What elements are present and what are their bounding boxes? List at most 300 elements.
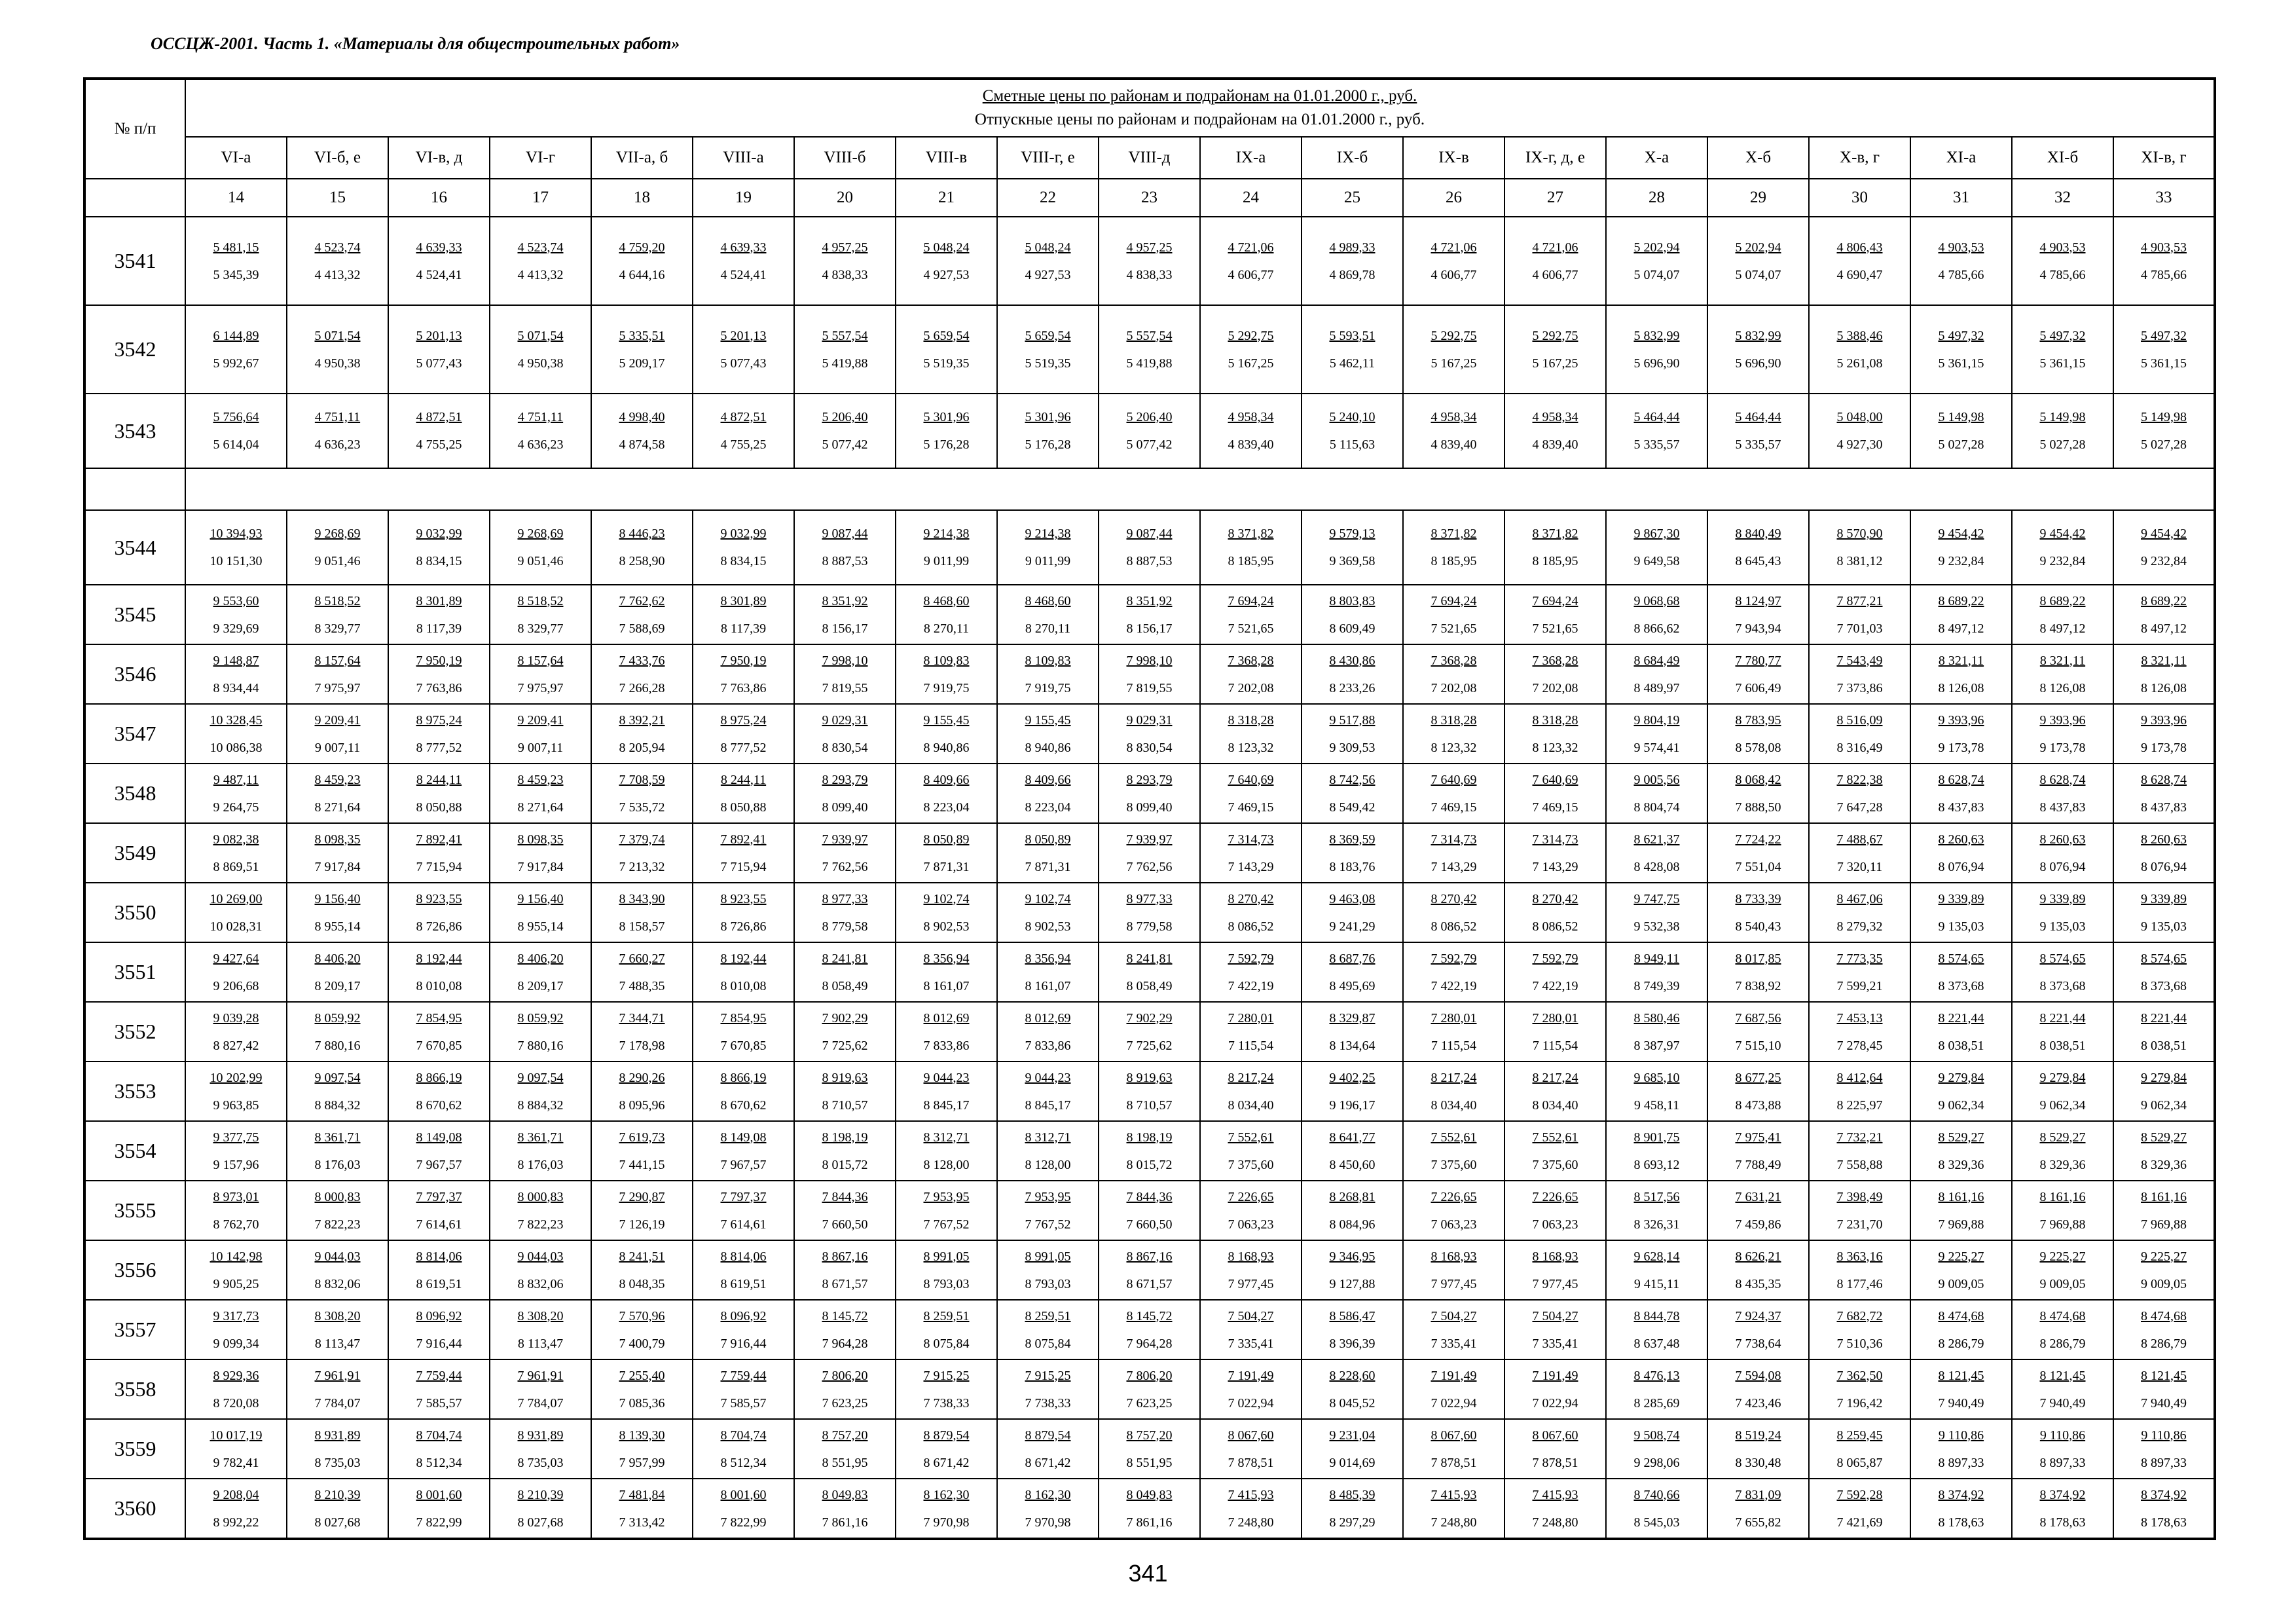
- price-cell: [287, 1479, 388, 1539]
- estimate-price: 5 202,94: [1633, 240, 1680, 255]
- estimate-price: 8 228,60: [1329, 1368, 1376, 1383]
- release-price: 7 833,86: [923, 1038, 970, 1053]
- district-header: IX-б: [1302, 137, 1403, 179]
- release-price: 8 185,95: [1430, 554, 1477, 568]
- estimate-price: 9 454,42: [1938, 526, 1984, 541]
- release-price: 8 437,83: [2039, 800, 2086, 815]
- price-cell: [997, 883, 1099, 942]
- estimate-price: 7 953,95: [923, 1189, 970, 1204]
- price-cell: [1910, 1240, 2012, 1300]
- estimate-price: 7 552,61: [1228, 1130, 1274, 1145]
- estimate-price: 7 975,41: [1735, 1130, 1781, 1145]
- column-number: 24: [1200, 179, 1302, 217]
- price-cell: [1707, 1479, 1809, 1539]
- price-cell: [693, 883, 794, 942]
- release-price: 8 095,96: [619, 1098, 665, 1113]
- release-price: 9 157,96: [213, 1157, 259, 1172]
- price-cell: [1403, 1419, 1504, 1479]
- district-header: IX-в: [1403, 137, 1504, 179]
- release-price: 8 034,40: [1430, 1098, 1477, 1113]
- estimate-price: 7 415,93: [1532, 1487, 1578, 1502]
- price-cell: [185, 1121, 287, 1181]
- release-price: 7 375,60: [1228, 1157, 1274, 1172]
- estimate-price: 8 879,54: [923, 1428, 970, 1443]
- price-cell: [693, 1181, 794, 1240]
- column-number: 28: [1606, 179, 1707, 217]
- price-cell: [591, 1002, 693, 1061]
- estimate-price: 7 687,56: [1735, 1010, 1781, 1025]
- release-price-title: Отпускные цены по районам и подрайонам на 01.01.2000 г., руб.: [974, 111, 1425, 128]
- price-cell: [490, 1181, 591, 1240]
- price-cell: [1200, 1419, 1302, 1479]
- estimate-price: 7 592,79: [1532, 951, 1578, 966]
- estimate-price: 7 631,21: [1735, 1189, 1781, 1204]
- estimate-price: 7 902,29: [1126, 1010, 1173, 1025]
- release-price: 8 435,35: [1735, 1276, 1781, 1291]
- price-cell: [2113, 585, 2215, 644]
- release-price: 7 202,08: [1430, 680, 1477, 695]
- estimate-price: 4 523,74: [314, 240, 361, 255]
- price-cell: [490, 1121, 591, 1181]
- estimate-price: 4 872,51: [416, 410, 462, 424]
- estimate-price: 8 351,92: [822, 593, 868, 608]
- estimate-price: 8 301,89: [416, 593, 462, 608]
- price-cell: [1302, 823, 1403, 883]
- release-price: 8 048,35: [619, 1276, 665, 1291]
- price-cell: [997, 305, 1099, 394]
- release-price: 8 671,57: [1126, 1276, 1173, 1291]
- release-price: 7 510,36: [1836, 1336, 1883, 1351]
- release-price: 10 151,30: [210, 554, 263, 568]
- price-cell: [591, 217, 693, 305]
- release-price: 4 927,53: [923, 267, 970, 282]
- price-cell: [794, 1002, 896, 1061]
- price-cell: [1809, 1240, 1910, 1300]
- price-cell: [490, 1240, 591, 1300]
- blank-cell: [84, 468, 185, 510]
- estimate-price: 7 280,01: [1228, 1010, 1274, 1025]
- district-header: VIII-в: [896, 137, 997, 179]
- release-price: 8 396,39: [1329, 1336, 1376, 1351]
- price-cell: [997, 764, 1099, 823]
- release-price: 8 027,68: [314, 1515, 361, 1530]
- release-price: 8 834,15: [720, 554, 767, 568]
- estimate-price: 9 747,75: [1633, 891, 1680, 906]
- price-cell: [2012, 1121, 2113, 1181]
- price-cell: [1504, 1061, 1606, 1121]
- release-price: 8 126,08: [2141, 680, 2187, 695]
- price-cell: [1302, 704, 1403, 764]
- price-cell: [388, 1121, 490, 1181]
- estimate-price: 4 903,53: [2141, 240, 2187, 255]
- estimate-price: 8 198,19: [822, 1130, 868, 1145]
- estimate-price: 7 314,73: [1228, 832, 1274, 847]
- estimate-price: 8 704,74: [720, 1428, 767, 1443]
- price-cell: [1302, 1359, 1403, 1419]
- price-cell: [185, 1300, 287, 1359]
- release-price: 8 084,96: [1329, 1217, 1376, 1232]
- release-price: 9 329,69: [213, 621, 259, 636]
- price-cell: [1099, 823, 1200, 883]
- price-cell: [997, 1061, 1099, 1121]
- release-price: 9 135,03: [2039, 919, 2086, 934]
- estimate-price: 8 628,74: [2141, 772, 2187, 787]
- release-price: 8 075,84: [1025, 1336, 1071, 1351]
- release-price: 8 832,06: [517, 1276, 564, 1291]
- price-cell: [591, 704, 693, 764]
- estimate-price: 8 363,16: [1836, 1249, 1883, 1264]
- estimate-price: 7 806,20: [822, 1368, 868, 1383]
- price-cell: [896, 1419, 997, 1479]
- estimate-price: 7 191,49: [1430, 1368, 1477, 1383]
- estimate-price: 5 301,96: [923, 410, 970, 424]
- price-cell: [2113, 704, 2215, 764]
- price-cell: [1504, 704, 1606, 764]
- price-cell: [1403, 305, 1504, 394]
- estimate-price: 9 487,11: [213, 772, 259, 787]
- estimate-price: 9 082,38: [213, 832, 259, 847]
- price-cell: [1200, 1240, 1302, 1300]
- price-cell: [1403, 585, 1504, 644]
- price-cell: [591, 510, 693, 585]
- estimate-price: 5 301,96: [1025, 410, 1071, 424]
- column-number: 16: [388, 179, 490, 217]
- estimate-price: 8 157,64: [314, 653, 361, 668]
- estimate-price: 7 488,67: [1836, 832, 1883, 847]
- price-cell: [1606, 1240, 1707, 1300]
- estimate-price: 8 217,24: [1430, 1070, 1477, 1085]
- estimate-price: 10 328,45: [210, 712, 263, 728]
- estimate-price: 9 156,40: [314, 891, 361, 906]
- column-number-row: [84, 179, 2215, 217]
- price-cell: [388, 1479, 490, 1539]
- release-price: 9 007,11: [314, 740, 361, 755]
- estimate-price: 5 201,13: [416, 328, 462, 343]
- release-price: 8 671,42: [1025, 1455, 1071, 1470]
- release-price: 8 270,11: [923, 621, 970, 636]
- release-price: 7 521,65: [1532, 621, 1578, 636]
- price-cell: [2012, 764, 2113, 823]
- release-price: 7 919,75: [1025, 680, 1071, 695]
- price-cell: [997, 1240, 1099, 1300]
- estimate-price: 8 168,93: [1430, 1249, 1477, 1264]
- release-price: 8 670,62: [720, 1098, 767, 1113]
- release-price: 5 462,11: [1329, 356, 1376, 371]
- release-price: 8 316,49: [1836, 740, 1883, 755]
- price-cell: [185, 305, 287, 394]
- release-price: 8 086,52: [1430, 919, 1477, 934]
- release-price: 7 515,10: [1735, 1038, 1781, 1053]
- estimate-price: 9 393,96: [2039, 712, 2086, 728]
- estimate-price: 10 142,98: [210, 1249, 263, 1264]
- price-cell: [896, 1359, 997, 1419]
- price-title-cell: [185, 79, 2215, 137]
- estimate-price: 8 689,22: [2039, 593, 2086, 608]
- estimate-price: 5 497,32: [2141, 328, 2187, 343]
- estimate-price: 8 430,86: [1329, 653, 1376, 668]
- release-price: 4 785,66: [2141, 267, 2187, 282]
- release-price: 8 286,79: [2039, 1336, 2086, 1351]
- estimate-price: 8 783,95: [1735, 712, 1781, 728]
- estimate-price: 4 958,34: [1228, 410, 1274, 424]
- estimate-price: 8 168,93: [1532, 1249, 1578, 1264]
- price-cell: [1302, 585, 1403, 644]
- estimate-price: 7 504,27: [1228, 1308, 1274, 1323]
- release-price: 9 011,99: [1025, 554, 1071, 568]
- price-cell: [794, 510, 896, 585]
- price-cell: [1200, 305, 1302, 394]
- release-price: 7 767,52: [923, 1217, 970, 1232]
- price-cell: [1504, 510, 1606, 585]
- release-price: 9 062,34: [1938, 1098, 1984, 1113]
- release-price: 7 940,49: [2141, 1395, 2187, 1411]
- estimate-price: 9 804,19: [1633, 712, 1680, 728]
- price-cell: [1809, 510, 1910, 585]
- price-cell: [997, 1419, 1099, 1479]
- estimate-price: 8 301,89: [720, 593, 767, 608]
- price-cell: [1910, 1121, 2012, 1181]
- release-price: 7 022,94: [1228, 1395, 1274, 1411]
- estimate-price: 8 049,83: [1126, 1487, 1173, 1502]
- release-price: 7 784,07: [314, 1395, 361, 1411]
- price-cell: [1504, 394, 1606, 468]
- estimate-price: 5 557,54: [1126, 328, 1173, 343]
- release-price: 5 696,90: [1633, 356, 1680, 371]
- estimate-price: 8 012,69: [923, 1010, 970, 1025]
- release-price: 7 738,33: [1025, 1395, 1071, 1411]
- price-cell: [591, 1061, 693, 1121]
- price-cell: [1302, 1061, 1403, 1121]
- release-price: 8 645,43: [1735, 554, 1781, 568]
- release-price: 8 076,94: [2141, 859, 2187, 874]
- price-cell: [1606, 585, 1707, 644]
- estimate-price: 8 374,92: [1938, 1487, 1984, 1502]
- release-price: 8 726,86: [720, 919, 767, 934]
- release-price: 5 992,67: [213, 356, 259, 371]
- release-price: 8 762,70: [213, 1217, 259, 1232]
- release-price: 8 373,68: [1938, 978, 1984, 993]
- release-price: 7 143,29: [1430, 859, 1477, 874]
- price-cell: [896, 1002, 997, 1061]
- estimate-price: 8 356,94: [923, 951, 970, 966]
- table-row: [84, 1240, 2215, 1300]
- release-price: 7 670,85: [720, 1038, 767, 1053]
- price-cell: [1200, 1061, 1302, 1121]
- estimate-price: 8 161,16: [1938, 1189, 1984, 1204]
- price-cell: [490, 1061, 591, 1121]
- estimate-price: 9 393,96: [1938, 712, 1984, 728]
- price-cell: [1809, 1359, 1910, 1419]
- price-cell: [1302, 1240, 1403, 1300]
- release-price: 7 878,51: [1228, 1455, 1274, 1470]
- price-cell: [794, 1240, 896, 1300]
- release-price: 8 793,03: [923, 1276, 970, 1291]
- release-price: 7 441,15: [619, 1157, 665, 1172]
- price-cell: [896, 704, 997, 764]
- column-number: 32: [2012, 179, 2113, 217]
- price-cell: [2012, 1240, 2113, 1300]
- price-cell: [1707, 1419, 1809, 1479]
- price-cell: [1606, 644, 1707, 704]
- price-cell: [1707, 1300, 1809, 1359]
- release-price: 8 065,87: [1836, 1455, 1883, 1470]
- price-cell: [2113, 1419, 2215, 1479]
- price-cell: [2012, 1359, 2113, 1419]
- release-price: 5 167,25: [1430, 356, 1477, 371]
- estimate-price: 8 975,24: [720, 712, 767, 728]
- price-cell: [1707, 942, 1809, 1002]
- release-price: 8 866,62: [1633, 621, 1680, 636]
- release-price: 9 532,38: [1633, 919, 1680, 934]
- price-cell: [896, 883, 997, 942]
- price-cell: [693, 704, 794, 764]
- price-cell: [997, 1002, 1099, 1061]
- release-price: 7 977,45: [1228, 1276, 1274, 1291]
- estimate-price: 8 529,27: [2141, 1130, 2187, 1145]
- estimate-price: 8 931,89: [314, 1428, 361, 1443]
- release-price: 4 413,32: [314, 267, 361, 282]
- release-price: 7 022,94: [1430, 1395, 1477, 1411]
- price-cell: [388, 394, 490, 468]
- estimate-price: 7 453,13: [1836, 1010, 1883, 1025]
- release-price: 8 183,76: [1329, 859, 1376, 874]
- estimate-price: 8 259,51: [1025, 1308, 1071, 1323]
- estimate-price: 8 139,30: [619, 1428, 665, 1443]
- price-cell: [1403, 1359, 1504, 1419]
- price-cell: [1809, 394, 1910, 468]
- estimate-price: 5 149,98: [2141, 410, 2187, 424]
- release-price: 7 143,29: [1228, 859, 1274, 874]
- column-number: 31: [1910, 179, 2012, 217]
- estimate-price: 8 474,68: [2039, 1308, 2086, 1323]
- release-price: 8 329,77: [314, 621, 361, 636]
- price-cell: [2012, 217, 2113, 305]
- release-price: 8 897,33: [1938, 1455, 1984, 1470]
- price-cell: [693, 644, 794, 704]
- estimate-price: 8 067,60: [1430, 1428, 1477, 1443]
- release-price: 8 512,34: [416, 1455, 462, 1470]
- release-price: 8 058,49: [822, 978, 868, 993]
- estimate-price: 5 201,13: [720, 328, 767, 343]
- release-price: 8 126,08: [1938, 680, 1984, 695]
- price-cell: [896, 585, 997, 644]
- release-price: 8 233,26: [1329, 680, 1376, 695]
- estimate-price: 8 270,42: [1228, 891, 1274, 906]
- release-price: 7 585,57: [416, 1395, 462, 1411]
- price-cell: [1403, 704, 1504, 764]
- release-price: 8 495,69: [1329, 978, 1376, 993]
- estimate-price: 9 039,28: [213, 1010, 259, 1025]
- estimate-price: 7 368,28: [1532, 653, 1578, 668]
- estimate-price: 9 279,84: [2039, 1070, 2086, 1085]
- table-row: [84, 585, 2215, 644]
- release-price: 9 009,05: [2141, 1276, 2187, 1291]
- release-price: 7 063,23: [1532, 1217, 1578, 1232]
- price-cell: [287, 1181, 388, 1240]
- estimate-price: 7 998,10: [1126, 653, 1173, 668]
- release-price: 8 086,52: [1228, 919, 1274, 934]
- price-cell: [1200, 942, 1302, 1002]
- estimate-price: 7 892,41: [416, 832, 462, 847]
- price-cell: [1099, 394, 1200, 468]
- price-cell: [693, 942, 794, 1002]
- release-price: 7 469,15: [1532, 800, 1578, 815]
- table-row: [84, 217, 2215, 305]
- estimate-price: 9 225,27: [2141, 1249, 2187, 1264]
- release-price: 7 943,94: [1735, 621, 1781, 636]
- price-cell: [1910, 305, 2012, 394]
- price-cell: [1809, 1419, 1910, 1479]
- estimate-price: 7 640,69: [1228, 772, 1274, 787]
- estimate-price: 8 221,44: [2039, 1010, 2086, 1025]
- price-cell: [1099, 585, 1200, 644]
- price-cell: [287, 305, 388, 394]
- estimate-price: 8 814,06: [720, 1249, 767, 1264]
- price-cell: [1504, 823, 1606, 883]
- estimate-price: 6 144,89: [213, 328, 259, 343]
- estimate-price: 8 803,83: [1329, 593, 1376, 608]
- price-cell: [794, 1061, 896, 1121]
- estimate-price: 7 854,95: [416, 1010, 462, 1025]
- price-cell: [388, 1061, 490, 1121]
- table-row: [84, 510, 2215, 585]
- estimate-price: 7 619,73: [619, 1130, 665, 1145]
- price-cell: [1200, 764, 1302, 823]
- estimate-price: 8 574,65: [2141, 951, 2187, 966]
- release-price: 9 135,03: [1938, 919, 1984, 934]
- release-price: 7 975,97: [314, 680, 361, 695]
- release-price: 7 917,84: [314, 859, 361, 874]
- estimate-price: 5 149,98: [1938, 410, 1984, 424]
- release-price: 8 010,08: [416, 978, 462, 993]
- price-cell: [1504, 585, 1606, 644]
- release-price: 8 225,97: [1836, 1098, 1883, 1113]
- price-cell: [591, 394, 693, 468]
- estimate-price: 9 508,74: [1633, 1428, 1680, 1443]
- release-price: 7 762,56: [822, 859, 868, 874]
- price-cell: [1504, 217, 1606, 305]
- row-number: 3544: [84, 510, 185, 585]
- price-cell: [2113, 764, 2215, 823]
- estimate-price: 4 806,43: [1836, 240, 1883, 255]
- estimate-price: 8 000,83: [314, 1189, 361, 1204]
- release-price: 4 839,40: [1430, 437, 1477, 452]
- estimate-price: 4 957,25: [822, 240, 868, 255]
- release-price: 7 670,85: [416, 1038, 462, 1053]
- release-price: 8 551,95: [1126, 1455, 1173, 1470]
- price-cell: [1910, 1300, 2012, 1359]
- release-price: 7 588,69: [619, 621, 665, 636]
- release-price: 8 450,60: [1329, 1157, 1376, 1172]
- release-price: 9 458,11: [1633, 1098, 1680, 1113]
- price-cell: [1302, 394, 1403, 468]
- price-cell: [1809, 585, 1910, 644]
- estimate-price: 8 096,92: [720, 1308, 767, 1323]
- release-price: 7 871,31: [923, 859, 970, 874]
- release-price: 8 720,08: [213, 1395, 259, 1411]
- release-price: 9 369,58: [1329, 554, 1376, 568]
- price-cell: [1809, 1061, 1910, 1121]
- table-row: [84, 823, 2215, 883]
- estimate-price: 8 161,16: [2039, 1189, 2086, 1204]
- release-price: 7 614,61: [720, 1217, 767, 1232]
- row-number-header: № п/п: [84, 79, 185, 179]
- release-price: 7 660,50: [822, 1217, 868, 1232]
- estimate-price: 7 362,50: [1836, 1368, 1883, 1383]
- price-cell: [2113, 1181, 2215, 1240]
- row-number: 3547: [84, 704, 185, 764]
- price-cell: [2113, 1359, 2215, 1419]
